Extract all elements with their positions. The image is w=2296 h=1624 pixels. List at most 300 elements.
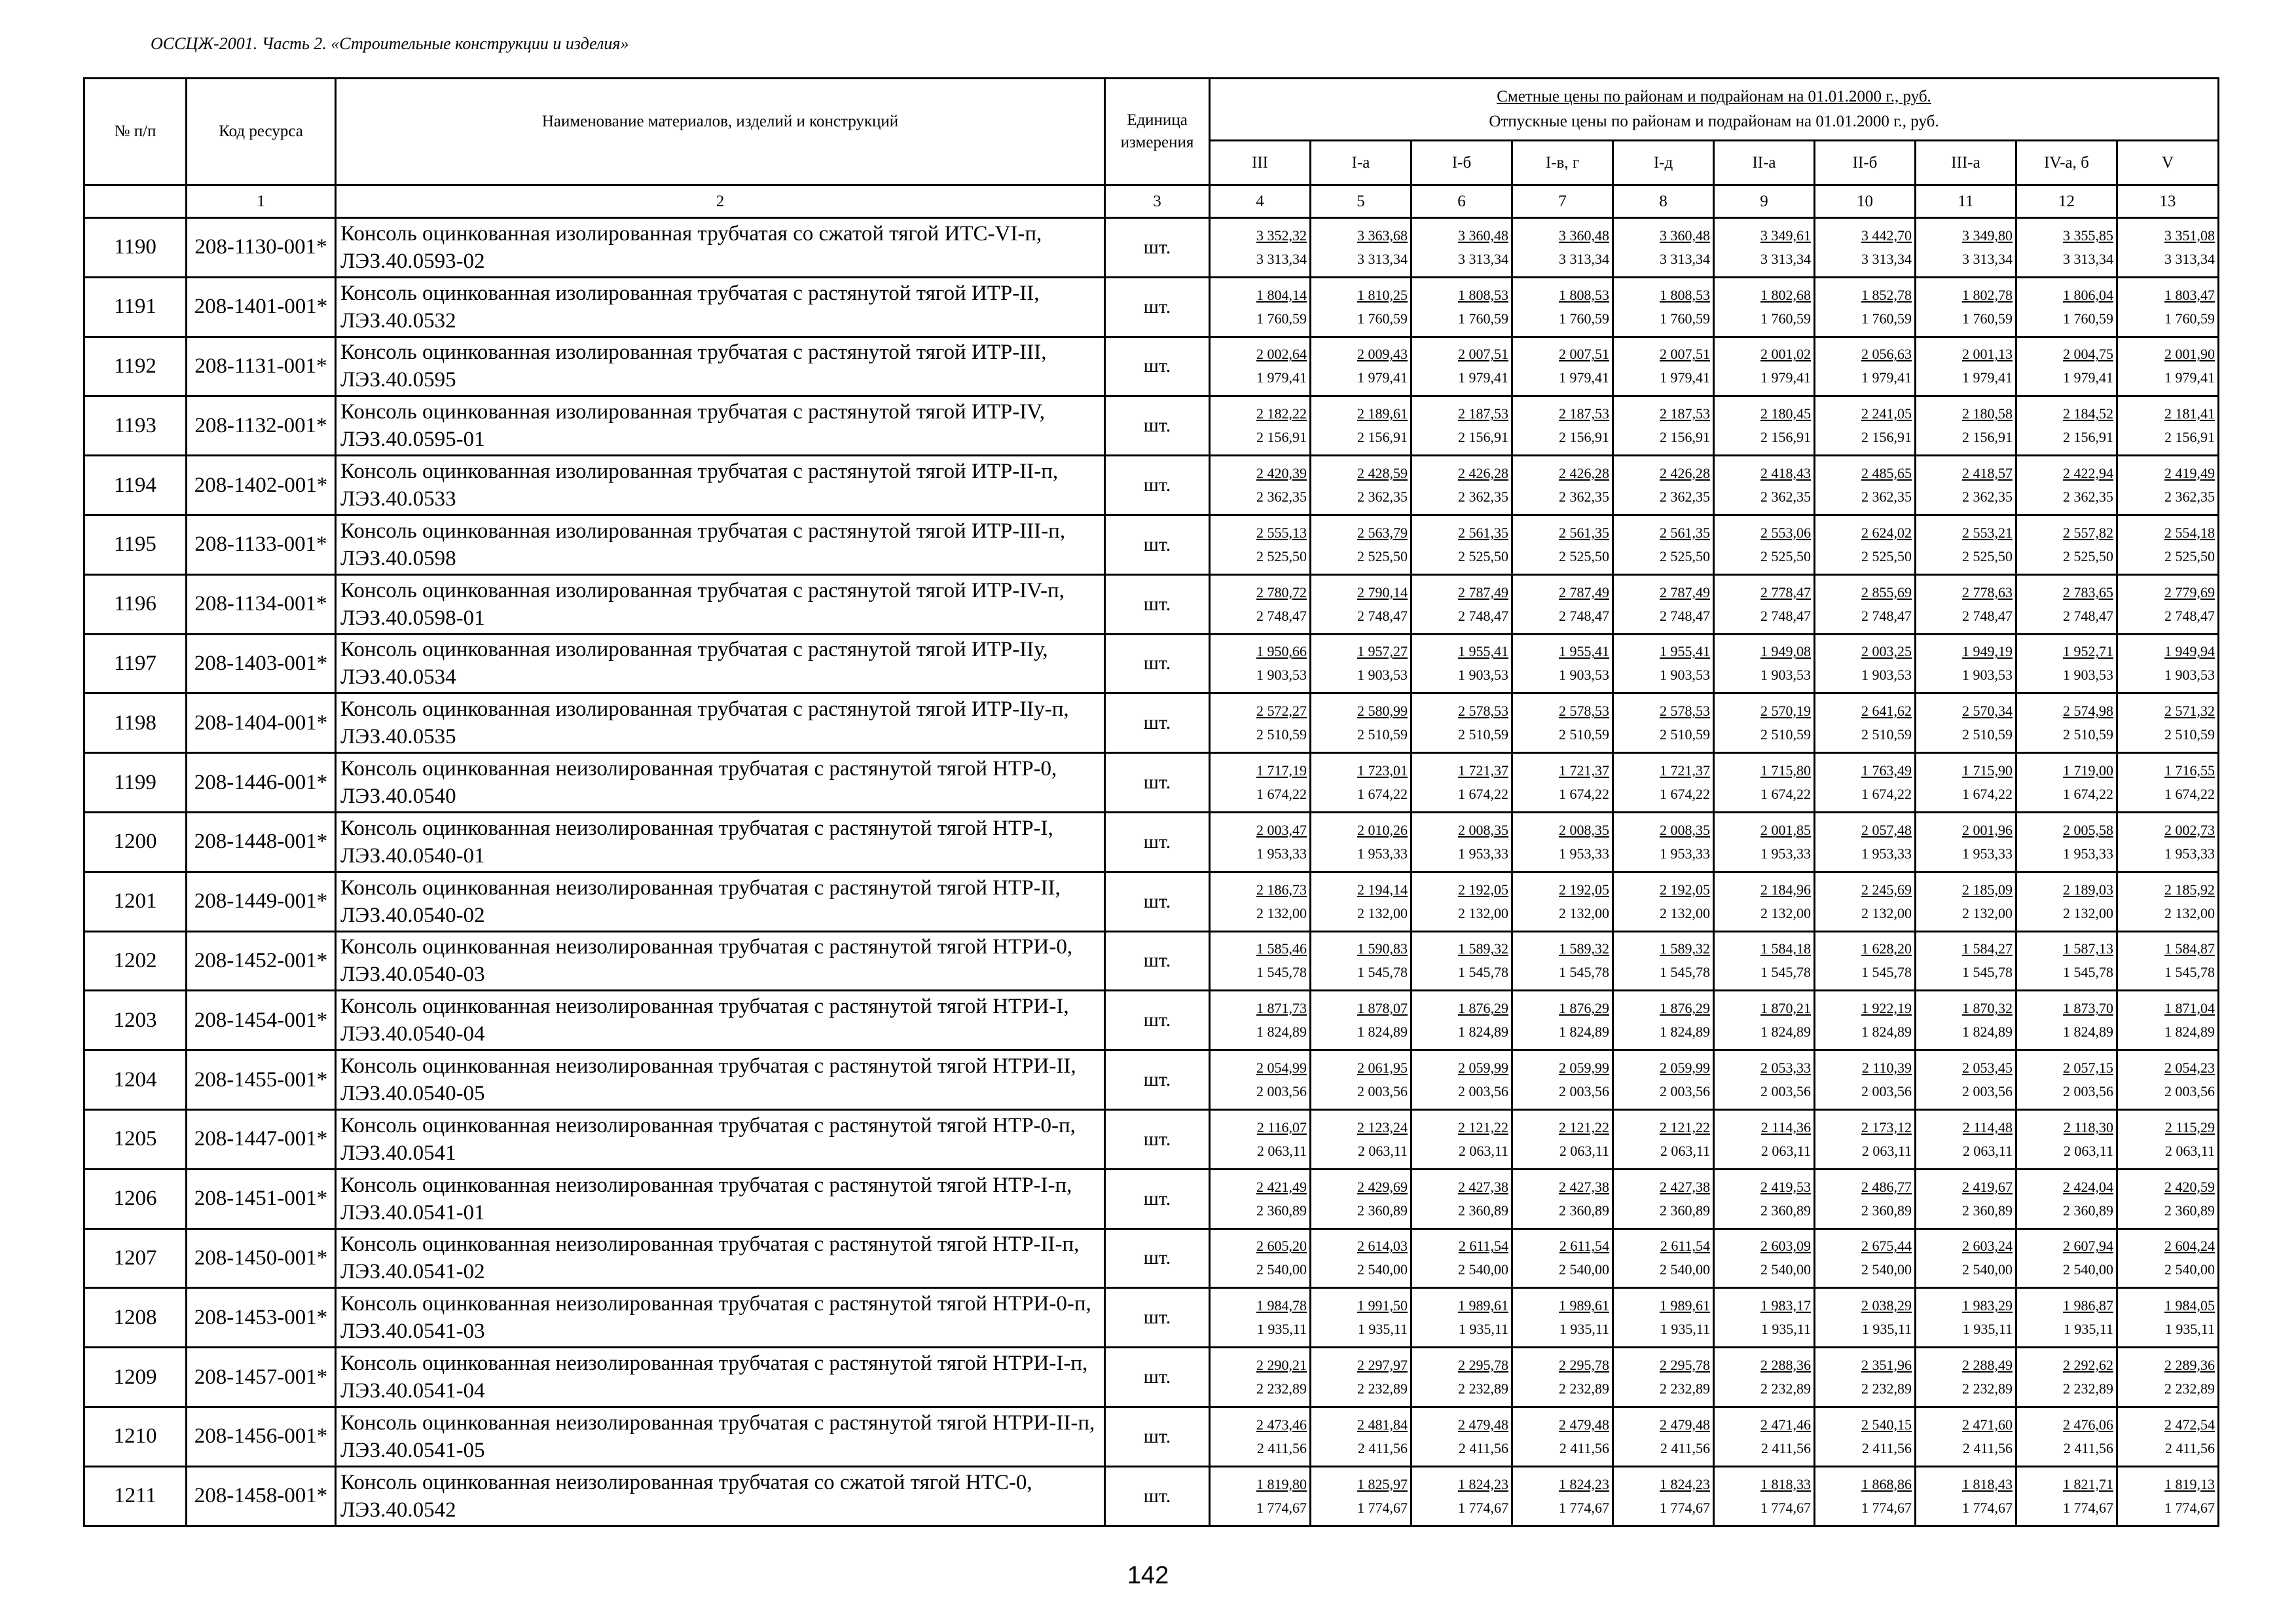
- price-cell: [2117, 931, 2219, 991]
- price-cell: [1512, 931, 1613, 991]
- col-number-blank: [84, 185, 187, 218]
- price-cell: [1412, 1288, 1512, 1348]
- estimate-price: 2 790,14: [1357, 583, 1408, 600]
- estimate-price: 2 787,49: [1458, 583, 1508, 600]
- price-cell: [1512, 634, 1613, 693]
- estimate-price: 2 194,14: [1357, 881, 1408, 898]
- table-row: [84, 456, 2219, 515]
- estimate-price: 2 420,59: [2164, 1178, 2215, 1195]
- price-cell: [1210, 456, 1311, 515]
- price-cell: [1311, 218, 1412, 278]
- price-cell: [2016, 1348, 2117, 1407]
- price-cell: [1311, 1407, 1412, 1466]
- release-price: 2 360,89: [1256, 1202, 1307, 1219]
- release-price: 2 063,11: [1861, 1142, 1912, 1159]
- estimate-price: 2 471,46: [1760, 1416, 1811, 1433]
- resource-code: 208-1452-001*: [187, 931, 336, 991]
- release-price: 2 748,47: [1861, 607, 1912, 624]
- estimate-price: 2 288,49: [1962, 1357, 2013, 1374]
- release-price: 1 903,53: [1962, 667, 2013, 684]
- release-price: 1 824,89: [1256, 1024, 1307, 1041]
- estimate-price: 2 486,77: [1861, 1178, 1912, 1195]
- row-number: 1190: [84, 218, 187, 278]
- estimate-price: 2 057,15: [2063, 1060, 2113, 1077]
- estimate-price: 2 624,02: [1861, 524, 1912, 541]
- prices-title-line1: Сметные цены по районам и подрайонам на 01.01.2000 г., руб.: [1497, 88, 1931, 105]
- row-number: 1201: [84, 872, 187, 931]
- estimate-price: 2 553,21: [1962, 524, 2013, 541]
- price-cell: [1311, 1109, 1412, 1169]
- estimate-price: 2 603,24: [1962, 1238, 2013, 1255]
- release-price: 1 953,33: [1357, 845, 1408, 862]
- price-cell: [1916, 574, 2016, 634]
- release-price: 1 545,78: [1559, 964, 1609, 981]
- release-price: 1 953,33: [1559, 845, 1609, 862]
- price-cell: [1210, 1288, 1311, 1348]
- price-cell: [1311, 634, 1412, 693]
- estimate-price: 2 115,29: [2164, 1118, 2215, 1135]
- release-price: 1 935,11: [1458, 1321, 1508, 1338]
- price-cell: [1311, 337, 1412, 396]
- item-name: Консоль оцинкованная изолированная трубчатая со сжатой тягой ИТС-VI-п, ЛЭЗ.40.0593-02: [336, 218, 1105, 278]
- unit-of-measure: шт.: [1105, 1348, 1210, 1407]
- release-price: 2 411,56: [1559, 1439, 1609, 1456]
- price-cell: [2016, 693, 2117, 753]
- estimate-price: 2 778,47: [1760, 583, 1811, 600]
- estimate-price: 2 038,29: [1861, 1297, 1912, 1314]
- release-price: 3 313,34: [1660, 250, 1710, 267]
- release-price: 2 003,56: [1256, 1083, 1307, 1100]
- item-name: Консоль оцинкованная неизолированная трубчатая с растянутой тягой НТР-0-п, ЛЭЗ.40.0541: [336, 1109, 1105, 1169]
- price-cell: [2016, 456, 2117, 515]
- table-row: [84, 337, 2219, 396]
- item-name: Консоль оцинкованная неизолированная трубчатая с растянутой тягой НТР-0, ЛЭЗ.40.0540: [336, 753, 1105, 813]
- estimate-price: 2 427,38: [1559, 1178, 1609, 1195]
- estimate-price: 1 723,01: [1357, 762, 1408, 779]
- release-price: 1 979,41: [2164, 369, 2215, 386]
- price-cell: [1613, 1169, 1714, 1228]
- release-price: 2 362,35: [1559, 489, 1609, 506]
- price-cell: [1412, 396, 1512, 456]
- estimate-price: 1 876,29: [1660, 1000, 1710, 1017]
- release-price: 2 156,91: [1760, 429, 1811, 446]
- estimate-price: 1 824,23: [1559, 1475, 1609, 1492]
- release-price: 2 411,56: [1962, 1439, 2013, 1456]
- release-price: 2 003,56: [1458, 1083, 1508, 1100]
- estimate-price: 2 611,54: [1458, 1238, 1508, 1255]
- estimate-price: 1 819,13: [2164, 1475, 2215, 1492]
- price-cell: [2016, 277, 2117, 337]
- release-price: 2 063,11: [1760, 1142, 1811, 1159]
- estimate-price: 2 189,03: [2063, 881, 2113, 898]
- estimate-price: 3 351,08: [2164, 227, 2215, 244]
- estimate-price: 2 192,05: [1660, 881, 1710, 898]
- release-price: 1 774,67: [2164, 1499, 2215, 1516]
- estimate-price: 1 810,25: [1357, 286, 1408, 303]
- estimate-price: 2 473,46: [1256, 1416, 1307, 1433]
- price-cell: [1210, 1348, 1311, 1407]
- price-cell: [1512, 872, 1613, 931]
- estimate-price: 2 426,28: [1559, 465, 1609, 482]
- price-cell: [1916, 693, 2016, 753]
- release-price: 2 360,89: [1458, 1202, 1508, 1219]
- release-price: 2 003,56: [1357, 1083, 1408, 1100]
- price-cell: [1815, 1169, 1916, 1228]
- item-name: Консоль оцинкованная изолированная трубчатая с растянутой тягой ИТР-II-п, ЛЭЗ.40.0533: [336, 456, 1105, 515]
- release-price: 2 748,47: [1660, 607, 1710, 624]
- price-cell: [1512, 396, 1613, 456]
- unit-of-measure: шт.: [1105, 931, 1210, 991]
- release-price: 1 774,67: [2063, 1499, 2113, 1516]
- row-number: 1195: [84, 515, 187, 574]
- price-cell: [2016, 1169, 2117, 1228]
- price-cell: [2117, 991, 2219, 1050]
- release-price: 3 313,34: [1962, 250, 2013, 267]
- price-cell: [1412, 1228, 1512, 1288]
- unit-of-measure: шт.: [1105, 1169, 1210, 1228]
- estimate-price: 2 061,95: [1357, 1060, 1408, 1077]
- price-cell: [1412, 1109, 1512, 1169]
- region-header: I-в, г: [1512, 141, 1613, 185]
- table-row: [84, 218, 2219, 278]
- estimate-price: 2 295,78: [1660, 1357, 1710, 1374]
- price-cell: [1714, 1109, 1815, 1169]
- price-cell: [1311, 396, 1412, 456]
- release-price: 1 935,11: [1559, 1321, 1609, 1338]
- estimate-price: 1 955,41: [1559, 643, 1609, 660]
- table-row: [84, 1348, 2219, 1407]
- release-price: 1 979,41: [1559, 369, 1609, 386]
- estimate-price: 2 485,65: [1861, 465, 1912, 482]
- price-cell: [1916, 456, 2016, 515]
- price-cell: [1512, 1050, 1613, 1110]
- price-cell: [1916, 1288, 2016, 1348]
- estimate-price: 1 870,32: [1962, 1000, 2013, 1017]
- resource-code: 208-1458-001*: [187, 1466, 336, 1526]
- estimate-price: 2 059,99: [1559, 1060, 1609, 1077]
- release-price: 1 545,78: [1458, 964, 1508, 981]
- estimate-price: 1 818,33: [1760, 1475, 1811, 1492]
- price-cell: [1512, 218, 1613, 278]
- price-cell: [1512, 1109, 1613, 1169]
- price-cell: [1613, 1288, 1714, 1348]
- estimate-price: 1 808,53: [1458, 286, 1508, 303]
- estimate-price: 3 360,48: [1458, 227, 1508, 244]
- release-price: 1 760,59: [1357, 310, 1408, 327]
- release-price: 2 411,56: [1458, 1439, 1508, 1456]
- release-price: 1 935,11: [1962, 1321, 2013, 1338]
- estimate-price: 2 054,23: [2164, 1060, 2215, 1077]
- table-row: [84, 1288, 2219, 1348]
- release-price: 2 003,56: [2063, 1083, 2113, 1100]
- release-price: 2 156,91: [1458, 429, 1508, 446]
- resource-code: 208-1448-001*: [187, 812, 336, 872]
- release-price: 2 003,56: [1962, 1083, 2013, 1100]
- price-cell: [1210, 1407, 1311, 1466]
- estimate-price: 2 289,36: [2164, 1357, 2215, 1374]
- estimate-price: 2 578,53: [1660, 703, 1710, 720]
- price-cell: [1512, 277, 1613, 337]
- release-price: 2 132,00: [1256, 904, 1307, 921]
- price-cell: [1613, 456, 1714, 515]
- estimate-price: 1 824,23: [1660, 1475, 1710, 1492]
- release-price: 1 674,22: [1760, 786, 1811, 803]
- resource-code: 208-1457-001*: [187, 1348, 336, 1407]
- row-number: 1203: [84, 991, 187, 1050]
- estimate-price: 1 871,73: [1256, 1000, 1307, 1017]
- release-price: 2 362,35: [1256, 489, 1307, 506]
- release-price: 2 540,00: [1357, 1261, 1408, 1278]
- estimate-price: 2 007,51: [1458, 346, 1508, 363]
- estimate-price: 2 479,48: [1458, 1416, 1508, 1433]
- price-cell: [1311, 1348, 1412, 1407]
- item-name: Консоль оцинкованная изолированная трубчатая с растянутой тягой ИТР-IV-п, ЛЭЗ.40.0598-01: [336, 574, 1105, 634]
- estimate-price: 2 004,75: [2063, 346, 2113, 363]
- price-cell: [2016, 991, 2117, 1050]
- column-number: 9: [1714, 185, 1815, 218]
- release-price: 1 674,22: [2063, 786, 2113, 803]
- price-cell: [1916, 812, 2016, 872]
- release-price: 2 362,35: [2063, 489, 2113, 506]
- estimate-price: 2 611,54: [1660, 1238, 1710, 1255]
- release-price: 2 232,89: [1861, 1380, 1912, 1397]
- price-cell: [1210, 634, 1311, 693]
- estimate-price: 1 949,08: [1760, 643, 1811, 660]
- release-price: 1 903,53: [1559, 667, 1609, 684]
- estimate-price: 1 871,04: [2164, 1000, 2215, 1017]
- estimate-price: 2 561,35: [1559, 524, 1609, 541]
- price-cell: [1210, 1050, 1311, 1110]
- estimate-price: 1 590,83: [1357, 940, 1408, 957]
- unit-of-measure: шт.: [1105, 872, 1210, 931]
- price-cell: [1311, 1050, 1412, 1110]
- release-price: 2 411,56: [1660, 1439, 1710, 1456]
- release-price: 1 953,33: [1256, 845, 1307, 862]
- estimate-price: 2 426,28: [1458, 465, 1508, 482]
- price-cell: [1412, 515, 1512, 574]
- row-number: 1200: [84, 812, 187, 872]
- release-price: 3 313,34: [1861, 250, 1912, 267]
- release-price: 2 510,59: [1559, 726, 1609, 743]
- estimate-price: 2 110,39: [1861, 1060, 1912, 1077]
- estimate-price: 2 607,94: [2063, 1238, 2113, 1255]
- price-cell: [1311, 456, 1412, 515]
- resource-code: 208-1453-001*: [187, 1288, 336, 1348]
- price-cell: [1412, 634, 1512, 693]
- estimate-price: 1 584,18: [1760, 940, 1811, 957]
- release-price: 2 362,35: [1962, 489, 2013, 506]
- price-cell: [1210, 753, 1311, 813]
- region-header: III-а: [1916, 141, 2016, 185]
- release-price: 2 156,91: [1861, 429, 1912, 446]
- price-cell: [1512, 1407, 1613, 1466]
- estimate-price: 3 355,85: [2063, 227, 2113, 244]
- release-price: 2 411,56: [2164, 1439, 2215, 1456]
- unit-of-measure: шт.: [1105, 337, 1210, 396]
- price-cell: [1815, 872, 1916, 931]
- col-header-name: Наименование материалов, изделий и конструкций: [336, 79, 1105, 185]
- estimate-price: 1 584,87: [2164, 940, 2215, 957]
- price-cell: [2117, 693, 2219, 753]
- price-cell: [1512, 991, 1613, 1050]
- estimate-price: 2 059,99: [1660, 1060, 1710, 1077]
- price-cell: [1815, 1288, 1916, 1348]
- price-cell: [1916, 753, 2016, 813]
- price-cell: [1613, 574, 1714, 634]
- release-price: 1 824,89: [1760, 1024, 1811, 1041]
- estimate-price: 1 628,20: [1861, 940, 1912, 957]
- price-cell: [1613, 1348, 1714, 1407]
- col-header-num: № п/п: [84, 79, 187, 185]
- price-cell: [1714, 396, 1815, 456]
- estimate-price: 2 192,05: [1559, 881, 1609, 898]
- region-header: II-а: [1714, 141, 1815, 185]
- estimate-price: 2 057,48: [1861, 821, 1912, 838]
- estimate-price: 1 983,17: [1760, 1297, 1811, 1314]
- estimate-price: 1 952,71: [2063, 643, 2113, 660]
- price-cell: [1815, 515, 1916, 574]
- estimate-price: 2 118,30: [2063, 1118, 2113, 1135]
- price-cell: [1815, 574, 1916, 634]
- release-price: 1 545,78: [1357, 964, 1408, 981]
- release-price: 1 824,89: [1357, 1024, 1408, 1041]
- estimate-price: 1 955,41: [1660, 643, 1710, 660]
- release-price: 2 132,00: [1760, 904, 1811, 921]
- release-price: 1 824,89: [1861, 1024, 1912, 1041]
- estimate-price: 2 419,53: [1760, 1178, 1811, 1195]
- release-price: 3 313,34: [2063, 250, 2113, 267]
- release-price: 2 156,91: [1256, 429, 1307, 446]
- price-cell: [1815, 337, 1916, 396]
- release-price: 2 063,11: [1458, 1142, 1508, 1159]
- estimate-price: 1 868,86: [1861, 1475, 1912, 1492]
- price-cell: [2016, 872, 2117, 931]
- price-cell: [1311, 753, 1412, 813]
- estimate-price: 2 121,22: [1559, 1118, 1609, 1135]
- table-row: [84, 1407, 2219, 1466]
- estimate-price: 3 360,48: [1660, 227, 1710, 244]
- price-cell: [1412, 456, 1512, 515]
- estimate-price: 2 054,99: [1256, 1060, 1307, 1077]
- release-price: 1 935,11: [1861, 1321, 1912, 1338]
- row-number: 1197: [84, 634, 187, 693]
- estimate-price: 2 421,49: [1256, 1178, 1307, 1195]
- row-number: 1211: [84, 1466, 187, 1526]
- release-price: 1 953,33: [2063, 845, 2113, 862]
- release-price: 2 510,59: [1357, 726, 1408, 743]
- estimate-price: 2 572,27: [1256, 703, 1307, 720]
- row-number: 1191: [84, 277, 187, 337]
- release-price: 1 935,11: [1357, 1321, 1408, 1338]
- release-price: 2 525,50: [2063, 547, 2113, 564]
- release-price: 2 132,00: [2063, 904, 2113, 921]
- estimate-price: 2 561,35: [1458, 524, 1508, 541]
- release-price: 2 540,00: [1962, 1261, 2013, 1278]
- item-name: Консоль оцинкованная неизолированная трубчатая с растянутой тягой НТР-II-п, ЛЭЗ.40.0541-02: [336, 1228, 1105, 1288]
- unit-of-measure: шт.: [1105, 396, 1210, 456]
- price-cell: [2117, 1228, 2219, 1288]
- estimate-price: 1 950,66: [1256, 643, 1307, 660]
- release-price: 2 510,59: [1760, 726, 1811, 743]
- resource-code: 208-1133-001*: [187, 515, 336, 574]
- price-cell: [1613, 634, 1714, 693]
- price-cell: [1815, 693, 1916, 753]
- release-price: 2 003,56: [2164, 1083, 2215, 1100]
- price-cell: [2016, 1466, 2117, 1526]
- release-price: 2 063,11: [1559, 1142, 1609, 1159]
- price-cell: [1210, 218, 1311, 278]
- unit-of-measure: шт.: [1105, 1407, 1210, 1466]
- release-price: 2 748,47: [1357, 607, 1408, 624]
- price-cell: [1311, 931, 1412, 991]
- price-cell: [1714, 1407, 1815, 1466]
- release-price: 1 774,67: [1962, 1499, 2013, 1516]
- item-name: Консоль оцинкованная неизолированная трубчатая с растянутой тягой НТРИ-II-п, ЛЭЗ.40.0541-05: [336, 1407, 1105, 1466]
- estimate-price: 1 719,00: [2063, 762, 2113, 779]
- release-price: 2 232,89: [1256, 1380, 1307, 1397]
- release-price: 1 824,89: [2063, 1024, 2113, 1041]
- release-price: 1 903,53: [2063, 667, 2113, 684]
- release-price: 2 232,89: [1357, 1380, 1408, 1397]
- estimate-price: 1 991,50: [1357, 1297, 1408, 1314]
- release-price: 1 674,22: [1256, 786, 1307, 803]
- release-price: 2 156,91: [1559, 429, 1609, 446]
- price-cell: [2016, 1228, 2117, 1288]
- release-price: 1 760,59: [2164, 310, 2215, 327]
- price-cell: [1210, 872, 1311, 931]
- estimate-price: 2 288,36: [1760, 1357, 1811, 1374]
- estimate-price: 2 003,47: [1256, 821, 1307, 838]
- estimate-price: 1 715,90: [1962, 762, 2013, 779]
- estimate-price: 2 121,22: [1458, 1118, 1508, 1135]
- estimate-price: 2 570,19: [1760, 703, 1811, 720]
- estimate-price: 2 121,22: [1660, 1118, 1710, 1135]
- release-price: 2 540,00: [1256, 1261, 1307, 1278]
- column-number: 11: [1916, 185, 2016, 218]
- release-price: 1 760,59: [1962, 310, 2013, 327]
- resource-code: 208-1401-001*: [187, 277, 336, 337]
- resource-code: 208-1131-001*: [187, 337, 336, 396]
- release-price: 2 232,89: [1458, 1380, 1508, 1397]
- price-cell: [1815, 1050, 1916, 1110]
- estimate-price: 2 053,45: [1962, 1060, 2013, 1077]
- unit-of-measure: шт.: [1105, 991, 1210, 1050]
- estimate-price: 2 571,32: [2164, 703, 2215, 720]
- row-number: 1193: [84, 396, 187, 456]
- col-header-code: Код ресурса: [187, 79, 336, 185]
- release-price: 2 132,00: [1458, 904, 1508, 921]
- item-name: Консоль оцинкованная неизолированная трубчатая со сжатой тягой НТС-0, ЛЭЗ.40.0542: [336, 1466, 1105, 1526]
- price-cell: [1311, 1169, 1412, 1228]
- release-price: 1 774,67: [1559, 1499, 1609, 1516]
- estimate-price: 1 716,55: [2164, 762, 2215, 779]
- price-cell: [1916, 1228, 2016, 1288]
- price-cell: [1916, 218, 2016, 278]
- estimate-price: 1 922,19: [1861, 1000, 1912, 1017]
- price-cell: [1412, 1050, 1512, 1110]
- release-price: 2 540,00: [2164, 1261, 2215, 1278]
- price-cell: [1412, 1348, 1512, 1407]
- estimate-price: 2 426,28: [1660, 465, 1710, 482]
- release-price: 1 979,41: [1962, 369, 2013, 386]
- estimate-price: 2 123,24: [1357, 1118, 1408, 1135]
- unit-of-measure: шт.: [1105, 456, 1210, 515]
- estimate-price: 2 481,84: [1357, 1416, 1408, 1433]
- release-price: 1 903,53: [1760, 667, 1811, 684]
- region-header: III: [1210, 141, 1311, 185]
- release-price: 2 525,50: [1256, 547, 1307, 564]
- release-price: 1 979,41: [1861, 369, 1912, 386]
